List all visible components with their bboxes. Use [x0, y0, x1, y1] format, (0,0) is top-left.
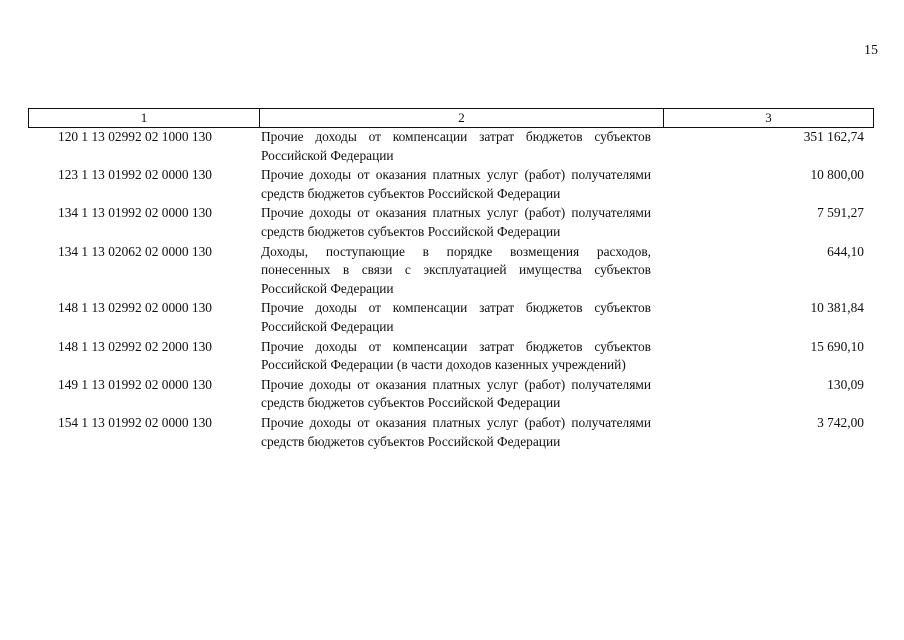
- income-description: Доходы, поступающие в порядке возмещения расходов, понесенных в связи с эксплуатацией имущества субъектов Российской Федерации: [261, 243, 651, 296]
- amount: 10 381,84: [810, 300, 864, 316]
- income-description: Прочие доходы от оказания платных услуг (работ) получателями средств бюджетов субъектов Российской Федерации: [261, 414, 651, 449]
- budget-code: 148 1 13 02992 02 2000 130: [58, 338, 212, 354]
- column-header-2: 2: [260, 109, 664, 127]
- table-row: [28, 376, 874, 413]
- income-description: Прочие доходы от оказания платных услуг (работ) получателями средств бюджетов субъектов Российской Федерации: [261, 376, 651, 411]
- income-description: Прочие доходы от компенсации затрат бюджетов субъектов Российской Федерации: [261, 300, 651, 334]
- budget-code: 120 1 13 02992 02 1000 130: [58, 129, 212, 144]
- budget-code: 148 1 13 02992 02 0000 130: [58, 300, 212, 316]
- table-row: [28, 128, 874, 165]
- page-number: 15: [864, 43, 878, 58]
- amount: 7 591,27: [817, 205, 864, 221]
- table-row: [28, 299, 874, 336]
- table-row: [28, 338, 874, 375]
- budget-code: 123 1 13 01992 02 0000 130: [58, 167, 212, 183]
- income-description: Прочие доходы от компенсации затрат бюджетов субъектов Российской Федерации: [261, 129, 651, 163]
- table-row: [28, 414, 874, 451]
- table-row: [28, 243, 874, 299]
- income-description: Прочие доходы от оказания платных услуг (работ) получателями средств бюджетов субъектов Российской Федерации: [261, 167, 651, 201]
- column-header-3: 3: [765, 110, 772, 125]
- budget-code: 149 1 13 01992 02 0000 130: [58, 376, 212, 392]
- amount: 351 162,74: [803, 129, 864, 144]
- income-description: Прочие доходы от компенсации затрат бюджетов субъектов Российской Федерации (в части доходов казенных учреждений): [261, 338, 651, 373]
- income-description: Прочие доходы от оказания платных услуг (работ) получателями средств бюджетов субъектов Российской Федерации: [261, 205, 651, 239]
- budget-code: 134 1 13 02062 02 0000 130: [58, 243, 212, 259]
- table-row: [28, 204, 874, 241]
- amount: 10 800,00: [810, 167, 864, 183]
- amount: 3 742,00: [817, 414, 864, 430]
- amount: 130,09: [827, 376, 864, 392]
- revenue-table: [28, 108, 874, 452]
- column-header-1: 1: [29, 109, 260, 127]
- table-row: [28, 166, 874, 203]
- amount: 644,10: [827, 243, 864, 259]
- budget-code: 134 1 13 01992 02 0000 130: [58, 205, 212, 221]
- budget-code: 154 1 13 01992 02 0000 130: [58, 414, 212, 430]
- table-header-row: [28, 108, 874, 128]
- amount: 15 690,10: [810, 338, 864, 354]
